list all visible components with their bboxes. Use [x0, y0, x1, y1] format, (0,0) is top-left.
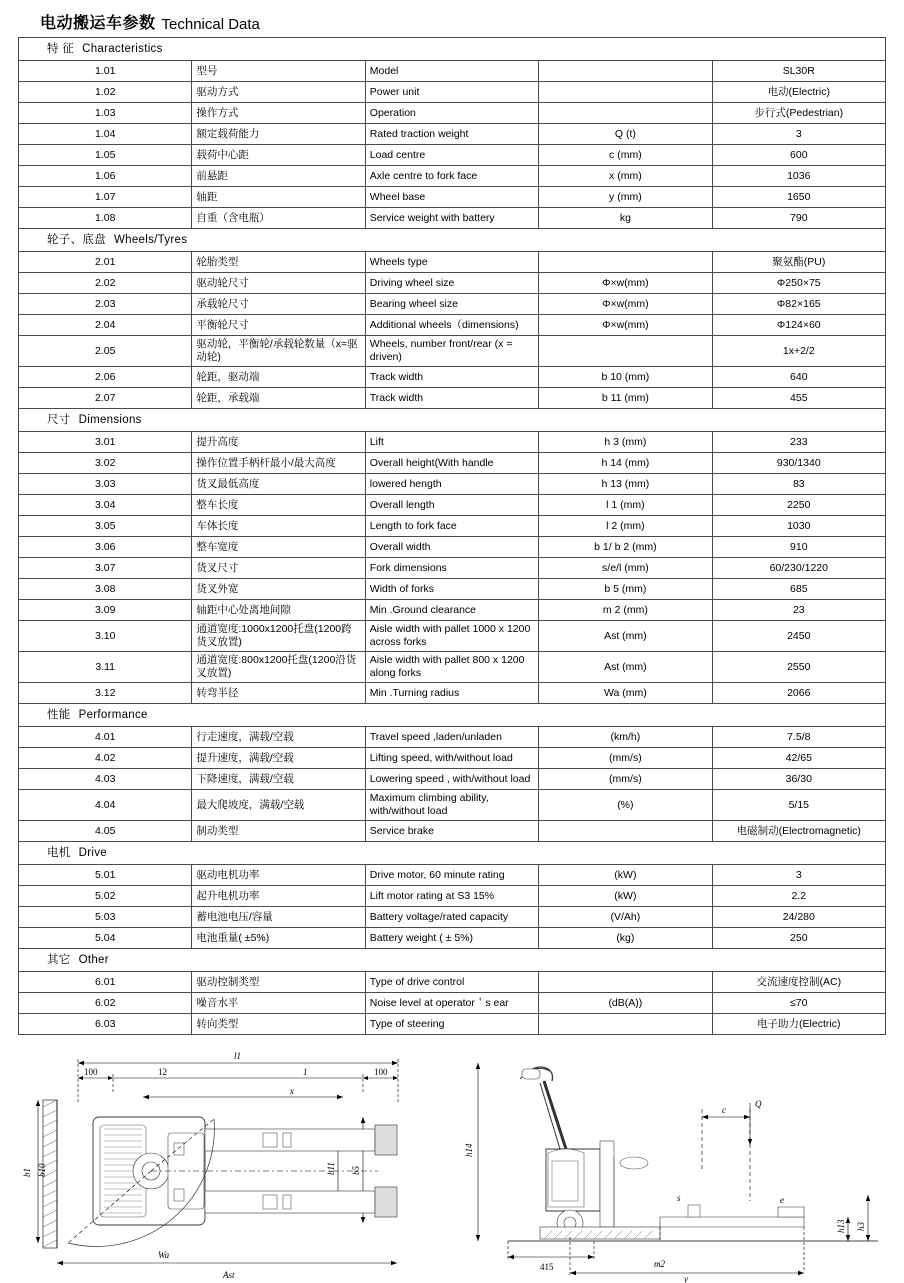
row-label-en: Type of drive control	[365, 972, 538, 993]
row-unit: (km/h)	[539, 727, 712, 748]
svg-text:m2: m2	[654, 1259, 665, 1269]
table-row	[19, 495, 886, 516]
table-row	[19, 124, 886, 145]
table-row	[19, 769, 886, 790]
row-unit: b 11 (mm)	[539, 388, 712, 409]
svg-text:Wa: Wa	[158, 1250, 170, 1260]
section-title-cn: 特 征	[47, 42, 75, 55]
row-label-cn: 整车长度	[192, 495, 365, 516]
svg-text:12: 12	[158, 1067, 167, 1077]
row-label-cn: 制动类型	[192, 821, 365, 842]
row-label-en: Min .Turning radius	[365, 683, 538, 704]
row-number: 2.04	[19, 315, 192, 336]
row-number: 3.09	[19, 600, 192, 621]
row-label-en: Driving wheel size	[365, 273, 538, 294]
row-value: 电动(Electric)	[712, 82, 885, 103]
section-header	[19, 704, 886, 727]
row-label-cn: 操作方式	[192, 103, 365, 124]
page-title-en: Technical Data	[161, 16, 260, 33]
page-title-cn: 电动搬运车参数	[40, 15, 156, 32]
row-number: 6.03	[19, 1014, 192, 1035]
row-value: 233	[712, 432, 885, 453]
row-label-en: Aisle width with pallet 1000 x 1200 across forks	[365, 621, 538, 652]
row-value: 640	[712, 367, 885, 388]
svg-text:100: 100	[84, 1067, 98, 1077]
row-unit: l 1 (mm)	[539, 495, 712, 516]
row-number: 3.05	[19, 516, 192, 537]
table-row	[19, 558, 886, 579]
table-row	[19, 61, 886, 82]
section-title-en: Other	[78, 953, 109, 966]
section-title-en: Wheels/Tyres	[114, 233, 188, 246]
row-label-cn: 驱动轮尺寸	[192, 273, 365, 294]
row-unit: (%)	[539, 790, 712, 821]
row-value: 36/30	[712, 769, 885, 790]
row-unit	[539, 103, 712, 124]
svg-text:e: e	[780, 1195, 784, 1205]
row-label-en: Battery voltage/rated capacity	[365, 907, 538, 928]
row-label-en: Axle centre to fork face	[365, 166, 538, 187]
row-label-en: Travel speed ,laden/unladen	[365, 727, 538, 748]
row-label-en: Battery weight ( ± 5%)	[365, 928, 538, 949]
row-value: 2550	[712, 652, 885, 683]
row-value: 600	[712, 145, 885, 166]
section-title-cn: 其它	[47, 953, 71, 966]
table-row	[19, 727, 886, 748]
row-value: 23	[712, 600, 885, 621]
row-label-cn: 轴距	[192, 187, 365, 208]
row-label-en: Rated traction weight	[365, 124, 538, 145]
row-number: 1.04	[19, 124, 192, 145]
row-number: 2.01	[19, 252, 192, 273]
svg-text:b5: b5	[351, 1166, 361, 1175]
svg-text:1: 1	[303, 1067, 308, 1077]
side-view-drawing	[448, 1045, 886, 1283]
table-row	[19, 432, 886, 453]
row-number: 1.07	[19, 187, 192, 208]
row-unit: x (mm)	[539, 166, 712, 187]
row-number: 4.01	[19, 727, 192, 748]
table-row	[19, 367, 886, 388]
svg-text:l1: l1	[234, 1051, 242, 1061]
row-unit: (V/Ah)	[539, 907, 712, 928]
row-number: 2.06	[19, 367, 192, 388]
row-label-cn: 平衡轮尺寸	[192, 315, 365, 336]
row-number: 4.05	[19, 821, 192, 842]
row-number: 2.05	[19, 336, 192, 367]
row-label-cn: 驱动电机功率	[192, 865, 365, 886]
row-value: 5/15	[712, 790, 885, 821]
row-label-cn: 操作位置手柄杆最小/最大高度	[192, 453, 365, 474]
table-row	[19, 821, 886, 842]
row-label-cn: 驱动轮，平衡轮/承载轮数量（x=驱动轮)	[192, 336, 365, 367]
row-label-cn: 轮距，承载端	[192, 388, 365, 409]
row-number: 3.01	[19, 432, 192, 453]
row-label-en: Width of forks	[365, 579, 538, 600]
row-value: 1x+2/2	[712, 336, 885, 367]
row-value: 电磁制动(Electromagnetic)	[712, 821, 885, 842]
row-unit: (kW)	[539, 886, 712, 907]
table-row	[19, 453, 886, 474]
row-label-cn: 轴距中心处离地间隙	[192, 600, 365, 621]
row-number: 3.04	[19, 495, 192, 516]
row-label-cn: 起升电机功率	[192, 886, 365, 907]
row-label-en: Operation	[365, 103, 538, 124]
row-label-cn: 轮距，驱动端	[192, 367, 365, 388]
row-unit: (kg)	[539, 928, 712, 949]
section-header-row	[19, 38, 886, 61]
row-number: 3.02	[19, 453, 192, 474]
table-row	[19, 790, 886, 821]
row-number: 2.02	[19, 273, 192, 294]
section-header	[19, 949, 886, 972]
table-row	[19, 294, 886, 315]
row-unit: c (mm)	[539, 145, 712, 166]
row-value: 7.5/8	[712, 727, 885, 748]
table-row	[19, 252, 886, 273]
row-label-cn: 前悬距	[192, 166, 365, 187]
table-row	[19, 82, 886, 103]
row-label-cn: 车体长度	[192, 516, 365, 537]
row-value: Φ250×75	[712, 273, 885, 294]
table-row	[19, 600, 886, 621]
row-label-cn: 提升高度	[192, 432, 365, 453]
row-unit: kg	[539, 208, 712, 229]
row-value: 250	[712, 928, 885, 949]
row-label-cn: 驱动方式	[192, 82, 365, 103]
section-header-row	[19, 704, 886, 727]
row-label-en: Wheel base	[365, 187, 538, 208]
row-label-cn: 提升速度，满载/空载	[192, 748, 365, 769]
row-number: 1.05	[19, 145, 192, 166]
row-unit	[539, 1014, 712, 1035]
svg-text:y: y	[684, 1274, 688, 1283]
row-unit	[539, 336, 712, 367]
section-title-cn: 电机	[47, 846, 71, 859]
svg-text:s: s	[677, 1193, 681, 1203]
row-value: 3	[712, 124, 885, 145]
row-label-en: Additional wheels（dimensions)	[365, 315, 538, 336]
table-row	[19, 683, 886, 704]
row-label-cn: 轮胎类型	[192, 252, 365, 273]
row-label-en: Overall width	[365, 537, 538, 558]
row-unit: b 1/ b 2 (mm)	[539, 537, 712, 558]
row-unit	[539, 82, 712, 103]
section-title-en: Performance	[78, 708, 148, 721]
row-number: 5.04	[19, 928, 192, 949]
row-label-en: Wheels, number front/rear (x = driven)	[365, 336, 538, 367]
row-label-cn: 货叉外宽	[192, 579, 365, 600]
table-row	[19, 928, 886, 949]
row-label-en: Model	[365, 61, 538, 82]
row-number: 3.12	[19, 683, 192, 704]
row-number: 5.03	[19, 907, 192, 928]
table-row	[19, 1014, 886, 1035]
row-label-cn: 电池重量( ±5%)	[192, 928, 365, 949]
row-value: Φ82×165	[712, 294, 885, 315]
row-label-cn: 货叉尺寸	[192, 558, 365, 579]
row-value: 2450	[712, 621, 885, 652]
row-unit: Ast (mm)	[539, 652, 712, 683]
row-label-cn: 驱动控制类型	[192, 972, 365, 993]
row-number: 2.03	[19, 294, 192, 315]
row-number: 5.02	[19, 886, 192, 907]
row-value: ≤70	[712, 993, 885, 1014]
row-label-en: Aisle width with pallet 800 x 1200 along forks	[365, 652, 538, 683]
section-title-en: Dimensions	[78, 413, 142, 426]
top-view-drawing	[18, 1045, 438, 1283]
section-title-cn: 轮子、底盘	[47, 233, 106, 246]
svg-text:415: 415	[540, 1262, 554, 1272]
page-title	[18, 8, 886, 37]
row-unit: Φ×w(mm)	[539, 294, 712, 315]
svg-text:Q: Q	[755, 1099, 762, 1109]
row-unit	[539, 252, 712, 273]
row-value: 42/65	[712, 748, 885, 769]
row-label-en: Service weight with battery	[365, 208, 538, 229]
row-value: 790	[712, 208, 885, 229]
table-row	[19, 865, 886, 886]
row-label-cn: 货叉最低高度	[192, 474, 365, 495]
row-unit: b 5 (mm)	[539, 579, 712, 600]
table-row	[19, 993, 886, 1014]
row-unit	[539, 821, 712, 842]
table-row	[19, 621, 886, 652]
row-number: 4.02	[19, 748, 192, 769]
table-row	[19, 907, 886, 928]
row-label-en: Load centre	[365, 145, 538, 166]
row-unit: (dB(A))	[539, 993, 712, 1014]
section-header-row	[19, 842, 886, 865]
row-label-en: Type of steering	[365, 1014, 538, 1035]
table-row	[19, 516, 886, 537]
row-unit: (mm/s)	[539, 769, 712, 790]
row-unit: Φ×w(mm)	[539, 273, 712, 294]
table-row	[19, 748, 886, 769]
row-value: Φ124×60	[712, 315, 885, 336]
row-number: 1.08	[19, 208, 192, 229]
row-label-cn: 自重（含电瓶）	[192, 208, 365, 229]
table-row	[19, 273, 886, 294]
technical-data-table	[18, 37, 886, 1035]
row-label-cn: 通道宽度:1000x1200托盘(1200跨货叉放置)	[192, 621, 365, 652]
row-unit: Ast (mm)	[539, 621, 712, 652]
table-row	[19, 388, 886, 409]
row-unit: Φ×w(mm)	[539, 315, 712, 336]
row-number: 3.06	[19, 537, 192, 558]
row-label-en: Power unit	[365, 82, 538, 103]
row-value: 60/230/1220	[712, 558, 885, 579]
row-value: 685	[712, 579, 885, 600]
svg-text:Ast: Ast	[223, 1270, 235, 1280]
row-number: 1.03	[19, 103, 192, 124]
row-label-en: Service brake	[365, 821, 538, 842]
table-row	[19, 474, 886, 495]
row-label-en: Lifting speed, with/without load	[365, 748, 538, 769]
row-number: 3.07	[19, 558, 192, 579]
row-value: 步行式(Pedestrian)	[712, 103, 885, 124]
row-unit: Wa (mm)	[539, 683, 712, 704]
svg-text:x: x	[290, 1086, 294, 1096]
row-label-en: Overall length	[365, 495, 538, 516]
row-label-cn: 承载轮尺寸	[192, 294, 365, 315]
row-label-en: Fork dimensions	[365, 558, 538, 579]
row-value: 3	[712, 865, 885, 886]
row-number: 1.06	[19, 166, 192, 187]
table-row	[19, 537, 886, 558]
section-title-cn: 尺寸	[47, 413, 71, 426]
row-label-cn: 整车宽度	[192, 537, 365, 558]
row-value: 1650	[712, 187, 885, 208]
row-label-en: Min .Ground clearance	[365, 600, 538, 621]
row-label-cn: 转向类型	[192, 1014, 365, 1035]
row-unit	[539, 972, 712, 993]
row-value: 1036	[712, 166, 885, 187]
row-value: 83	[712, 474, 885, 495]
row-value: 910	[712, 537, 885, 558]
row-number: 5.01	[19, 865, 192, 886]
row-label-en: Bearing wheel size	[365, 294, 538, 315]
row-label-en: Length to fork face	[365, 516, 538, 537]
row-label-en: Overall height(With handle	[365, 453, 538, 474]
row-label-cn: 蓄电池电压/容量	[192, 907, 365, 928]
table-row	[19, 652, 886, 683]
row-unit: h 14 (mm)	[539, 453, 712, 474]
row-unit: l 2 (mm)	[539, 516, 712, 537]
row-number: 1.01	[19, 61, 192, 82]
technical-drawings	[18, 1045, 886, 1283]
row-value: 2066	[712, 683, 885, 704]
row-label-en: lowered hength	[365, 474, 538, 495]
svg-text:c: c	[722, 1105, 726, 1115]
table-row	[19, 187, 886, 208]
row-number: 2.07	[19, 388, 192, 409]
row-label-cn: 下降速度，满载/空载	[192, 769, 365, 790]
row-unit: (mm/s)	[539, 748, 712, 769]
row-label-cn: 通道宽度:800x1200托盘(1200沿货叉放置)	[192, 652, 365, 683]
row-label-cn: 型号	[192, 61, 365, 82]
row-label-en: Lowering speed , with/without load	[365, 769, 538, 790]
section-title-cn: 性能	[47, 708, 71, 721]
row-label-en: Drive motor, 60 minute rating	[365, 865, 538, 886]
row-unit: h 3 (mm)	[539, 432, 712, 453]
section-header	[19, 38, 886, 61]
table-row	[19, 336, 886, 367]
section-header	[19, 842, 886, 865]
section-header	[19, 229, 886, 252]
row-unit: b 10 (mm)	[539, 367, 712, 388]
table-row	[19, 315, 886, 336]
table-row	[19, 972, 886, 993]
table-row	[19, 886, 886, 907]
section-header	[19, 409, 886, 432]
row-unit: y (mm)	[539, 187, 712, 208]
row-number: 4.04	[19, 790, 192, 821]
row-label-en: Wheels type	[365, 252, 538, 273]
row-value: 2250	[712, 495, 885, 516]
row-label-cn: 额定载荷能力	[192, 124, 365, 145]
row-value: 930/1340	[712, 453, 885, 474]
row-unit: Q (t)	[539, 124, 712, 145]
row-value: 24/280	[712, 907, 885, 928]
svg-text:h13: h13	[836, 1219, 846, 1233]
table-row	[19, 103, 886, 124]
row-label-cn: 最大爬坡度，满载/空载	[192, 790, 365, 821]
row-number: 3.08	[19, 579, 192, 600]
row-label-en: Maximum climbing ability, with/without load	[365, 790, 538, 821]
table-row	[19, 579, 886, 600]
row-label-cn: 转弯半径	[192, 683, 365, 704]
row-value: 1030	[712, 516, 885, 537]
row-unit: m 2 (mm)	[539, 600, 712, 621]
section-header-row	[19, 229, 886, 252]
row-value: 电子助力(Electric)	[712, 1014, 885, 1035]
row-label-en: Track width	[365, 388, 538, 409]
row-number: 1.02	[19, 82, 192, 103]
row-label-en: Noise level at operator＇s ear	[365, 993, 538, 1014]
section-title-en: Drive	[78, 846, 107, 859]
svg-text:b1: b1	[22, 1168, 32, 1177]
row-number: 6.02	[19, 993, 192, 1014]
row-number: 6.01	[19, 972, 192, 993]
section-header-row	[19, 409, 886, 432]
row-label-en: Lift motor rating at S3 15%	[365, 886, 538, 907]
row-value: 2.2	[712, 886, 885, 907]
row-unit: h 13 (mm)	[539, 474, 712, 495]
svg-text:h3: h3	[856, 1222, 866, 1231]
svg-text:h14: h14	[464, 1143, 474, 1157]
row-number: 4.03	[19, 769, 192, 790]
row-unit	[539, 61, 712, 82]
svg-text:100: 100	[374, 1067, 388, 1077]
section-title-en: Characteristics	[82, 42, 163, 55]
section-header-row	[19, 949, 886, 972]
row-value: 聚氨酯(PU)	[712, 252, 885, 273]
row-label-en: Track width	[365, 367, 538, 388]
svg-text:b10: b10	[37, 1163, 47, 1177]
row-value: 455	[712, 388, 885, 409]
row-number: 3.03	[19, 474, 192, 495]
row-label-en: Lift	[365, 432, 538, 453]
table-row	[19, 145, 886, 166]
row-label-cn: 载荷中心距	[192, 145, 365, 166]
row-value: 交流速度控制(AC)	[712, 972, 885, 993]
svg-text:b11: b11	[326, 1162, 336, 1175]
row-number: 3.10	[19, 621, 192, 652]
table-row	[19, 208, 886, 229]
row-value: SL30R	[712, 61, 885, 82]
row-number: 3.11	[19, 652, 192, 683]
row-label-cn: 行走速度，满载/空载	[192, 727, 365, 748]
row-unit: s/e/l (mm)	[539, 558, 712, 579]
row-unit: (kW)	[539, 865, 712, 886]
row-label-cn: 噪音水平	[192, 993, 365, 1014]
table-row	[19, 166, 886, 187]
